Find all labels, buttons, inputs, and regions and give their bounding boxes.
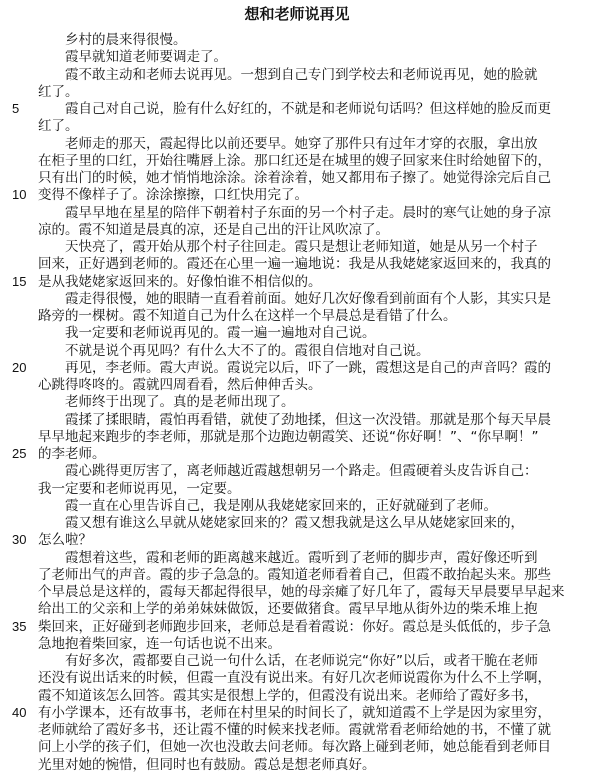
text-line: 老师就给了霞好多书，还让霞不懂的时候来找老师。霞就常看老师给她的书，不懂了就 [38, 722, 551, 738]
text-line: 问上小学的孩子们，但她一次也没敢去问老师。每次路上碰到老师，她总能看到老师目 [38, 739, 551, 756]
text-line: 霞走得很慢，她的眼睛一直看着前面。她好几次好像看到前面有个人影，其实只是 [38, 290, 551, 307]
text-line: 霞不知道该怎么回答。霞其实是很想上学的，但霞没有说出来。老师给了霞好多书， [38, 687, 538, 704]
text-line: 回来，正好遇到老师的。霞还在心里一遍一遍地说：我是从我姥姥家返回来的，我真的 [38, 256, 551, 273]
text-line: 怎么啦？ [38, 532, 92, 549]
text-line: 霞揉了揉眼睛，霞怕再看错，就使了劲地揉，但这一次没错。那就是那个每天早晨 [38, 411, 551, 428]
text-line: 柴回来，正好碰到老师跑步回来，老师总是看着霞说：你好。霞总是头低低的，步子急 [38, 618, 551, 635]
text-line: 我一定要和老师说再见的。霞一遍一遍地对自己说。 [38, 325, 376, 342]
text-line: 霞又想有谁这么早就从姥姥家回来的？霞又想我就是这么早从姥姥家回来的， [38, 515, 524, 531]
text-line: 还没有说出话来的时候，但霞一直没有说出来。有好几次老师说霞你为什么不上学啊， [38, 670, 551, 687]
text-line: 个早晨总是这样的，霞每天都起得很早，她的母亲瘫了好几年了，霞每天早晨要早早起来 [38, 584, 565, 600]
text-line: 路旁的一棵树。霞不知道自己为什么在这样一个早晨总是看错了什么。 [38, 308, 457, 324]
line-number: 25 [12, 446, 27, 461]
text-line: 霞自己对自己说，脸有什么好红的，不就是和老师说句话吗？但这样她的脸反而更 [38, 101, 551, 117]
text-line: 早早地起来跑步的李老师，那就是那个边跑边朝霞笑、还说“你好啊！”、“你早啊！” [38, 428, 539, 445]
text-line: 霞一直在心里告诉自己，我是刚从我姥姥家回来的，正好就碰到了老师。 [38, 497, 497, 514]
document-title: 想和老师说再见 [244, 5, 350, 23]
text-line: 霞早早地在星星的陪伴下朝着村子东面的另一个村子走。晨时的寒气让她的身子凉 [38, 204, 551, 221]
line-number: 15 [12, 273, 27, 289]
text-line: 乡村的晨来得很慢。 [38, 32, 187, 48]
text-line: 变得不像样子了。涂涂擦擦，口红快用完了。 [38, 187, 308, 204]
text-line: 再见，李老师。霞大声说。霞说完以后，吓了一跳，霞想这是自己的声音吗？霞的 [38, 359, 551, 376]
text-line: 在柜子里的口红，开始往嘴唇上涂。那口红还是在城里的嫂子回家来住时给她留下的， [38, 152, 551, 169]
text-line: 霞不敢主动和老师去说再见。一想到自己专门到学校去和老师说再见，她的脸就 [38, 66, 538, 83]
line-number: 40 [12, 704, 27, 720]
line-number: 35 [12, 618, 27, 634]
line-number: 5 [12, 101, 20, 116]
line-number: 30 [12, 532, 27, 548]
text-line: 老师终于出现了。真的是老师出现了。 [38, 394, 295, 411]
text-line: 急地抱着柴回家，连一句话也说不出来。 [38, 635, 281, 652]
text-line: 是从我姥姥家返回来的。好像怕谁不相信似的。 [38, 273, 322, 290]
text-line: 心跳得咚咚的。霞就四周看看，然后伸伸舌头。 [38, 377, 322, 393]
text-line: 光里对她的惋惜，但同时也有鼓励。霞总是想老师真好。 [38, 756, 376, 773]
text-line: 给出工的父亲和上学的弟弟妹妹做饭，还要做猪食。霞早早地从街外边的柴禾堆上抱 [38, 601, 538, 618]
text-line: 我一定要和老师说再见，一定要。 [38, 480, 241, 497]
text-line: 只有出门的时候，她才悄悄地涂涂。涂着涂着，她又都用布子擦了。她觉得涂完后自己 [38, 170, 551, 186]
text-line: 有小学课本，还有故事书，老师在村里呆的时间长了，就知道霞不上学是因为家里穷， [38, 704, 551, 721]
text-line: 老师走的那天，霞起得比以前还要早。她穿了那件只有过年才穿的衣服，拿出放 [38, 135, 538, 152]
line-number: 20 [12, 359, 27, 375]
text-line: 有好多次，霞都要自己说一句什么话，在老师说完“你好”以后，或者干脆在老师 [38, 653, 538, 669]
text-line: 凉的。霞不知道是晨真的凉，还是自己出的汗让风吹凉了。 [38, 221, 389, 238]
text-line: 霞想着这些，霞和老师的距离越来越近。霞听到了老师的脚步声，霞好像还听到 [38, 549, 538, 566]
text-line: 霞早就知道老师要调走了。 [38, 49, 227, 66]
text-line: 霞心跳得更厉害了，离老师越近霞越想朝另一个路走。但霞硬着头皮告诉自己： [38, 463, 538, 480]
text-line: 红了。 [38, 118, 79, 135]
text-line: 红了。 [38, 83, 79, 100]
text-line: 天快亮了，霞开始从那个村子往回走。霞只是想让老师知道，她是从另一个村子 [38, 239, 538, 255]
text-line: 不就是说个再见吗？有什么大不了的。霞很自信地对自己说。 [38, 342, 430, 359]
text-line: 的李老师。 [38, 446, 106, 462]
line-number: 10 [12, 187, 27, 203]
text-line: 了老师出气的声音。霞的步子急急的。霞知道老师看着自己，但霞不敢抬起头来。那些 [38, 566, 551, 583]
